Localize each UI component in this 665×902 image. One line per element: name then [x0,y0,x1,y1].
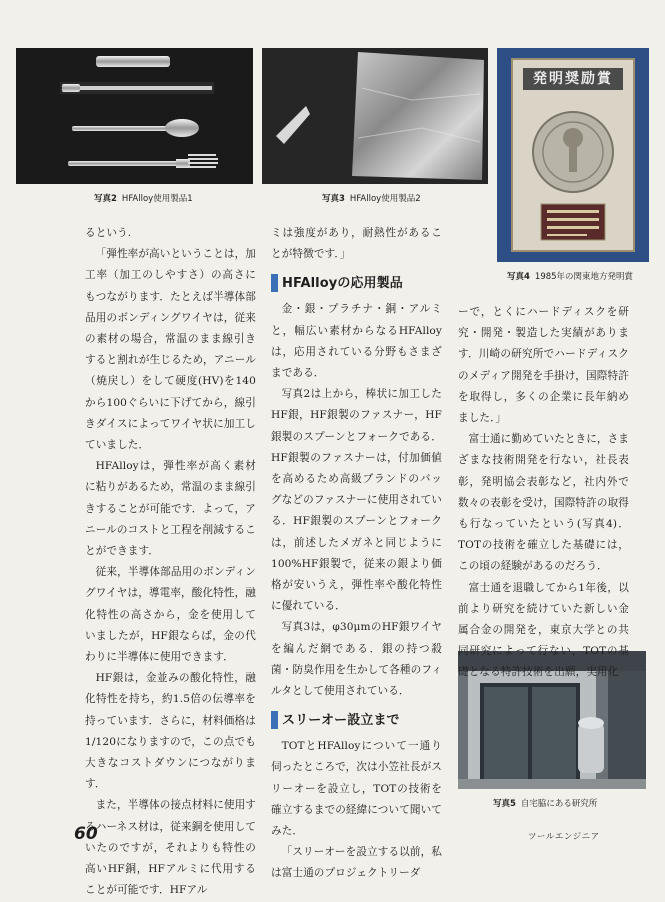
plaque-title: 発明奨励賞 [523,68,623,90]
plaque-frame [511,58,635,252]
photo-hfalloy-products-2 [262,48,488,184]
paragraph: 「弾性率が高いということは，加工率（加工のしやすさ）の高さにもつながります．たとえば半導体部品用のボンディングワイヤは，従来の素材の場合，常温のまま線引きすると割れが生じるため，アニール（焼戻し）をして硬度(HV)を140から100ぐらいに下げてから，線引きダイスによってワイヤ状に加工していました． [85,248,256,452]
text-column-1 [85,223,256,902]
paragraph: 写真3は，φ30μmのHF銀ワイヤを編んだ網である．銀の持つ殺菌・防臭作用を生かして各種のフィルタとして使用されている． [271,621,442,698]
paragraph: るという. [85,227,132,239]
photo-hfalloy-products-1 [16,48,253,184]
text-column-3 [458,302,629,684]
section-heading-applications: HFAlloyの応用製品 [271,271,442,295]
paragraph: 写真2は上から，棒状に加工したHF銀，HF銀製のファスナー，HF銀製のスプーンとフォークである．HF銀製のファスナーは，付加価値を高めるため高級ブランドのバッグなどのファスナーに使用されている．HF銀製のスプーンとフォークは，前述したメガネと同じように100%HF銀製で，従来の銀より価格が安いうえ，弾性率や酸化特性に優れている． [271,388,442,613]
paragraph: ミは強度があり，耐熱性があることが特徴です．」 [271,227,442,261]
caption-photo3: 写真3 HFAlloy使用製品2 [322,194,421,204]
paragraph: HFAlloyは，弾性率が高く素材に粘りがあるため，常温のまま線引きすることが可能です．よって，アニールのコストと工程を削減することができます． [85,460,256,558]
page-number: 60 [74,824,98,844]
caption-photo4: 写真4 1985年の関東地方発明賞 [507,272,634,282]
paragraph: 「スリーオーを設立する以前，私は富士通のプロジェクトリーダ [271,846,442,880]
heading-bar [271,711,278,729]
section-heading-founding: スリーオー設立まで [271,708,442,732]
mesh-image [262,48,488,184]
paragraph: 富士通に勤めていたときに，さまざまな技術開発を行ない，社長表彰，発明協会表彰など，社内外で数々の表彰を受け，国際特許の取得も行なっていたという(写真4)．TOTの技術を確立した基礎には，この頃の経験があるのだろう． [458,433,629,573]
heading-bar [271,274,278,292]
caption-photo5: 写真5 自宅脇にある研究所 [493,799,598,809]
products-image [16,48,253,184]
text-column-2 [271,223,442,885]
paragraph: TOTとHFAlloyについて一通り伺ったところで，次は小笠社長がスリーオーを設立し，TOTの技術を確立するまでの経緯について聞いてみた． [271,740,442,838]
paragraph: ーで，とくにハードディスクを研究・開発・製造した実績があります．川崎の研究所でハードディスクのメディア開発を手掛け，国際特許を取得し，多くの企業に長年納めました．」 [458,306,629,425]
caption-photo2: 写真2 HFAlloy使用製品1 [94,194,193,204]
paragraph: また，半導体の接点材料に使用するハーネス材は，従来銅を使用していたのですが，それよりも特性の高いHF銅，HFアルミに代用することが可能です．HFアル [85,799,256,897]
paragraph: 金・銀・プラチナ・銅・アルミと，幅広い素材からなるHFAlloyは，応用されている分野もさまざまである． [271,303,442,380]
paragraph: HF銀は，金並みの酸化特性，融化特性を持ち，約1.5倍の伝導率を持っています．さらに，材料価格は1/120になりますので，この点でも大きなコストダウンにつながります． [85,672,256,791]
magazine-title: ツールエンジニア [528,832,600,842]
award-medal-icon [511,92,635,252]
paragraph: 富士通を退職してから1年後，以前より研究を続けていた新しい金属合金の開発を，東京大学との共同研究によって行ない，TOTの基礎となる特許技術を出願，実用化 [458,581,629,679]
paragraph: 従来，半導体部品用のボンディングワイヤは，導電率，酸化特性，融化特性の高さから，金を使用していましたが，HF銀ならば，金の代わりに半導体に使用できます． [85,566,256,664]
photo-invention-award [497,48,649,262]
